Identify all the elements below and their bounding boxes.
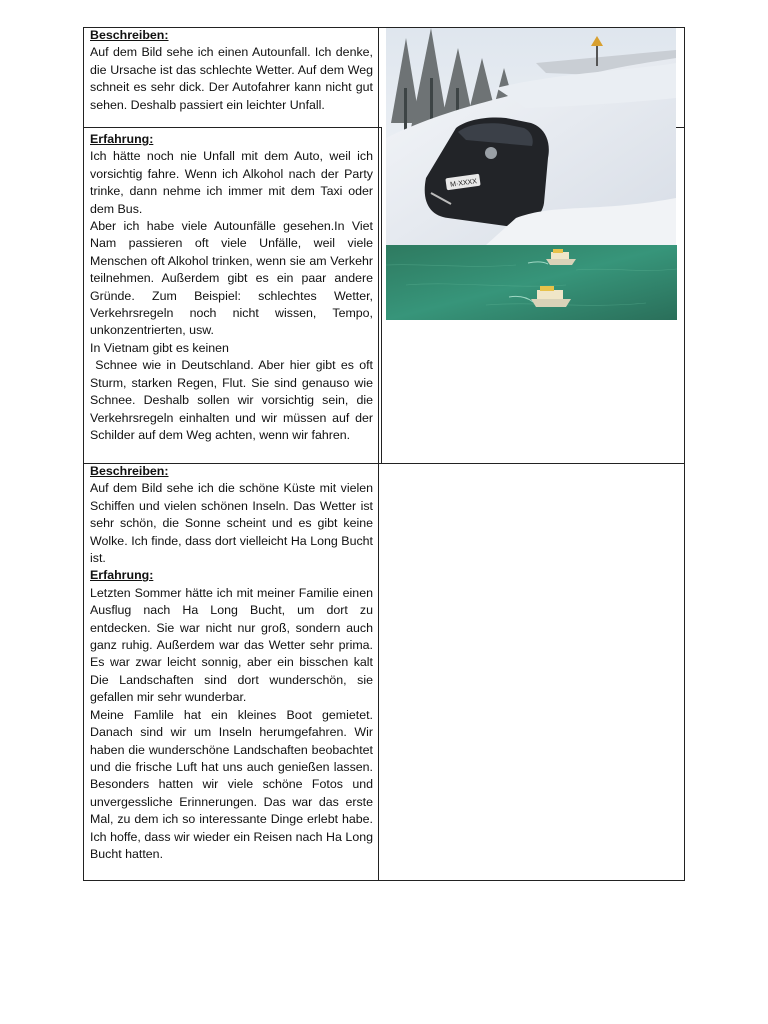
section1-experience-cell: [90, 131, 377, 444]
section2-describe-heading: Beschreiben:: [90, 464, 169, 478]
section1-describe-cell: [90, 27, 373, 127]
section1-experience-paragraph-3: In Vietnam gibt es keinen: [90, 340, 229, 355]
section2-experience-paragraph-2: Meine Famlile hat ein kleines Boot gemietet. Danach sind wir um Inseln herumgefahren. Wir haben die wunderschöne Landschaften beobachtet und die frische Luft hat uns auch genießen lassen. Besonders hatten wir viele schöne Fotos und unvergessliche Erinnerungen. Das war das erste Mal, zu dem ich so interessante Dinge erlebt habe. Ich hoffe, dass wir wieder ein Reisen nach Ha Long Bucht hatten.: [90, 707, 373, 861]
table-border-left: [83, 27, 84, 881]
table-column-divider-inner: [381, 127, 382, 463]
section1-experience-paragraph-1: Ich hätte noch nie Unfall mit dem Auto, weil ich vorsichtig fahre. Wenn ich Alkohol nach der Party trinke, dann nehme ich immer mit dem Taxi oder dem Bus.: [90, 149, 373, 216]
boats-illustration: [386, 245, 677, 320]
table-border-right: [684, 27, 685, 881]
section2-text-cell: [90, 463, 373, 863]
table-border-bottom: [83, 880, 685, 881]
table-row-divider-1: [83, 127, 381, 128]
section1-experience-heading: Erfahrung:: [90, 132, 154, 146]
section1-experience-paragraph-4: Schnee wie in Deutschland. Aber hier gibt es oft Sturm, starken Regen, Flut. Sie sind genauso wie Schnee. Deshalb sollen wir vorsichtig sein, die Verkehrsregeln einhalten und wir müssen auf der Schilder auf dem Weg achten, wenn wir fahren.: [90, 358, 377, 442]
section1-describe-text: Auf dem Bild sehe ich einen Autounfall. Ich denke, die Ursache ist das schlechte Wetter. Auf dem Weg schneit es sehr dick. Der Autofahrer kann nicht gut sehen. Deshalb passiert ein leichter Unfall.: [90, 45, 373, 112]
car-accident-photo: [386, 28, 676, 245]
section1-experience-paragraph-2: Aber ich habe viele Autounfälle gesehen.In Viet Nam passieren oft viele Unfälle, weil viele Menschen oft Alkohol trinken, wenn sie am Verkehr teilnehmen. Außerdem gibt es ein paar andere Gründe. Zum Beispiel: schlechtes Wetter, Verkehrsregeln noch nicht wissen, Tempo, unkonzentrierten, usw.: [90, 219, 373, 338]
table-column-divider: [378, 27, 379, 881]
section2-experience-paragraph-1: Letzten Sommer hätte ich mit meiner Familie einen Ausflug nach Ha Long Bucht, um dort zu entdecken. Sie war nicht nur groß, sondern auch ganz ruhig. Außerdem war das Wetter sehr prima. Es war zwar leicht sonnig, aber ein bisschen kalt Die Landschaften sind dort wunderschön, sie gefallen mir sehr wunderbar.: [90, 585, 373, 705]
section2-describe-text: Auf dem Bild sehe ich die schöne Küste mit vielen Schiffen und vielen schönen Inseln. Das Wetter ist sehr schön, die Sonne scheint und es gibt keine Wolke. Ich finde, dass dort vielleicht Ha Long Bucht ist.: [90, 481, 373, 566]
section2-experience-heading: Erfahrung:: [90, 568, 154, 583]
car-accident-illustration: [386, 28, 676, 245]
ha-long-bay-photo: [386, 245, 677, 320]
car-plate-text: M·XXXX: [449, 178, 478, 189]
section1-describe-heading: Beschreiben:: [90, 28, 169, 42]
section2-image-cell: [380, 464, 683, 879]
